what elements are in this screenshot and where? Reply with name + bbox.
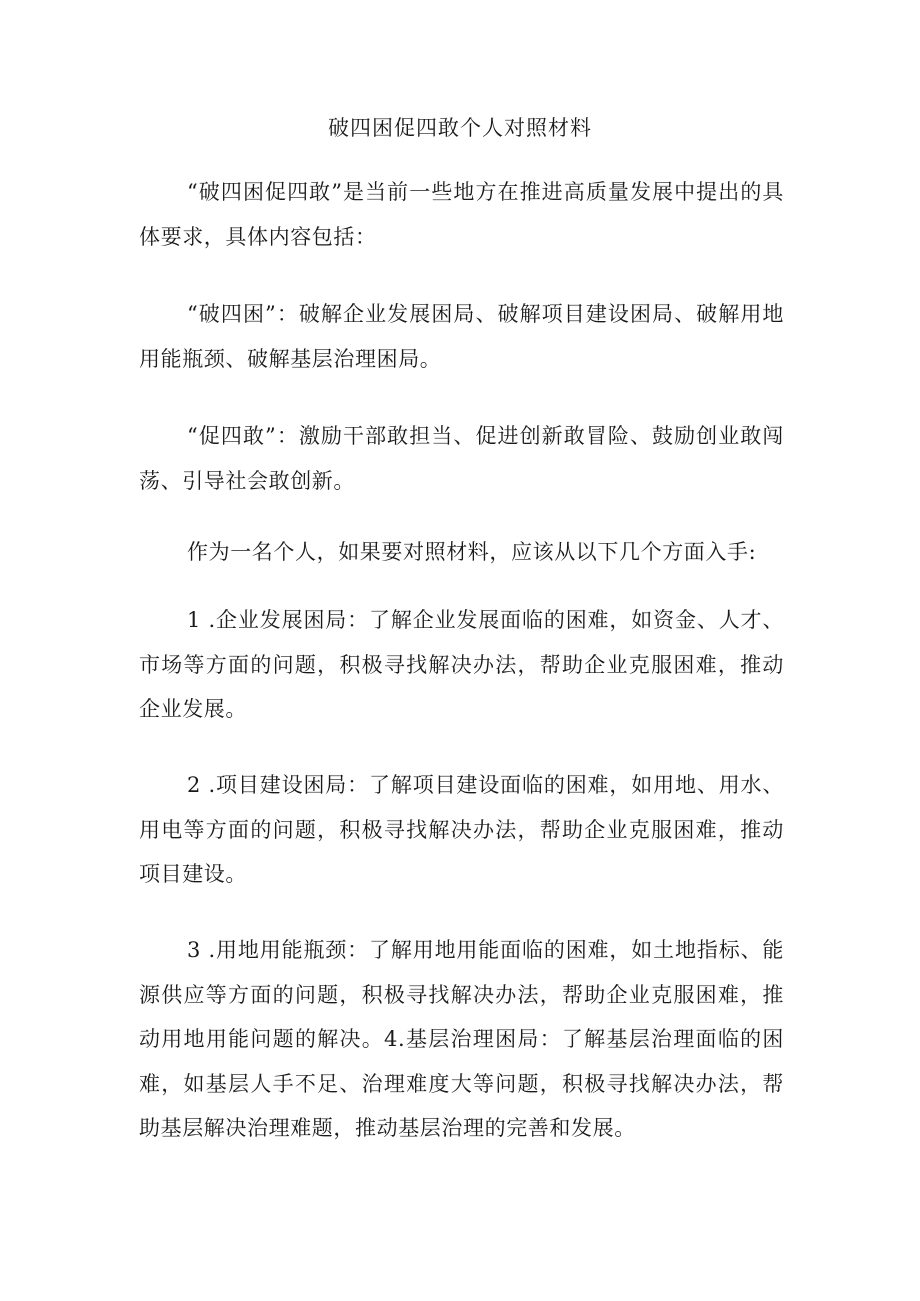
paragraph-item-2: 2 .项目建设困局：了解项目建设面临的困难，如用地、用水、用电等方面的问题，积极寻找解决办法，帮助企业克服困难，推动项目建设。 bbox=[139, 773, 784, 886]
paragraph-po-si-kun: “破四困”：破解企业发展困局、破解项目建设困局、破解用地用能瓶颈、破解基层治理困局。 bbox=[139, 302, 784, 371]
document-title: 破四困促四敢个人对照材料 bbox=[328, 116, 592, 140]
paragraph-approach: 作为一名个人，如果要对照材料，应该从以下几个方面入手: bbox=[187, 540, 757, 564]
paragraph-item-3-4: 3 .用地用能瓶颈：了解用地用能面临的困难，如土地指标、能源供应等方面的问题，积极寻找解决办法，帮助企业克服困难，推动用地用能问题的解决。4.基层治理困局：了解基层治理面临的困难，如基层人手不足、治理难度大等问题，积极寻找解决办法，帮助基层解决治理难题，推动基层治理的完善和发展。 bbox=[139, 938, 784, 1140]
paragraph-cu-si-gan: “促四敢”：激励干部敢担当、促进创新敢冒险、鼓励创业敢闯荡、引导社会敢创新。 bbox=[139, 424, 784, 493]
paragraph-item-1: 1 .企业发展困局：了解企业发展面临的困难，如资金、人才、市场等方面的问题，积极寻找解决办法，帮助企业克服困难，推动企业发展。 bbox=[139, 608, 784, 721]
paragraph-intro: “破四困促四敢”是当前一些地方在推进高质量发展中提出的具体要求，具体内容包括： bbox=[139, 180, 784, 249]
